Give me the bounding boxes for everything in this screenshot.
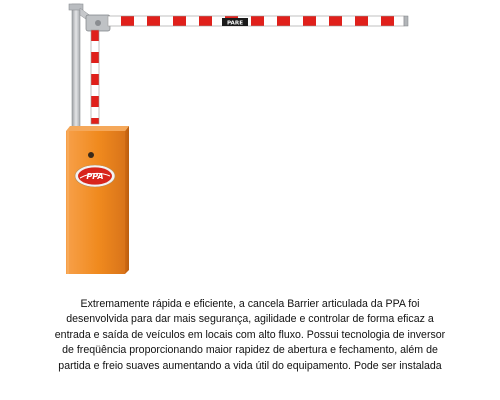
arm-stripe <box>329 16 342 26</box>
description-line: partida e freio suaves aumentando a vida útil do equipamento. Pode ser instalada <box>58 359 442 372</box>
arm-stripe <box>91 30 99 41</box>
horizontal-arm <box>108 16 404 26</box>
arm-stripe <box>264 16 277 26</box>
vertical-arm-segment <box>91 30 99 124</box>
arm-stripe <box>108 16 121 26</box>
arm-stripe <box>173 16 186 26</box>
arm-stripe <box>147 16 160 26</box>
arm-stripe <box>134 16 147 26</box>
description-line: Extremamente rápida e eficiente, a cancela Barrier articulada da PPA foi <box>80 298 420 310</box>
arm-stripe <box>91 74 99 85</box>
arm-stripe <box>303 16 316 26</box>
arm-stripe <box>381 16 394 26</box>
brand-logo <box>75 165 115 187</box>
lock-keyhole-icon <box>88 152 94 158</box>
product-description <box>20 297 480 374</box>
arm-stripe <box>91 63 99 74</box>
arm-stripe <box>199 16 212 26</box>
arm-stripe <box>91 52 99 63</box>
arm-sign-text: PARE <box>226 20 244 27</box>
arm-stripe <box>368 16 381 26</box>
description-line: de freqüência proporcionando maior rapidez de abertura e fechamento, além de <box>62 344 438 357</box>
arm-stripe <box>91 107 99 118</box>
description-line: desenvolvida para dar mais segurança, agilidade e controlar de forma eficaz a <box>66 313 434 326</box>
arm-stripe <box>277 16 290 26</box>
hinge-joint <box>86 15 110 31</box>
arm-stripe <box>355 16 368 26</box>
arm-stripe <box>316 16 329 26</box>
arm-stripe <box>290 16 303 26</box>
arm-stripe <box>121 16 134 26</box>
arm-stripe <box>394 16 404 26</box>
barrier-cabinet <box>66 126 129 274</box>
arm-stripe <box>91 85 99 96</box>
arm-end-cap <box>404 16 408 26</box>
brand-logo-text: PPA <box>86 172 104 181</box>
description-line: entrada e saída de veículos em locais com alto fluxo. Possui tecnologia de inversor <box>54 328 446 341</box>
arm-stripe <box>91 118 99 124</box>
arm-stripe <box>160 16 173 26</box>
arm-sign <box>222 18 248 27</box>
arm-stripe <box>251 16 264 26</box>
arm-stripe <box>186 16 199 26</box>
arm-stripe <box>342 16 355 26</box>
arm-stripe <box>91 41 99 52</box>
arm-stripe <box>91 96 99 107</box>
